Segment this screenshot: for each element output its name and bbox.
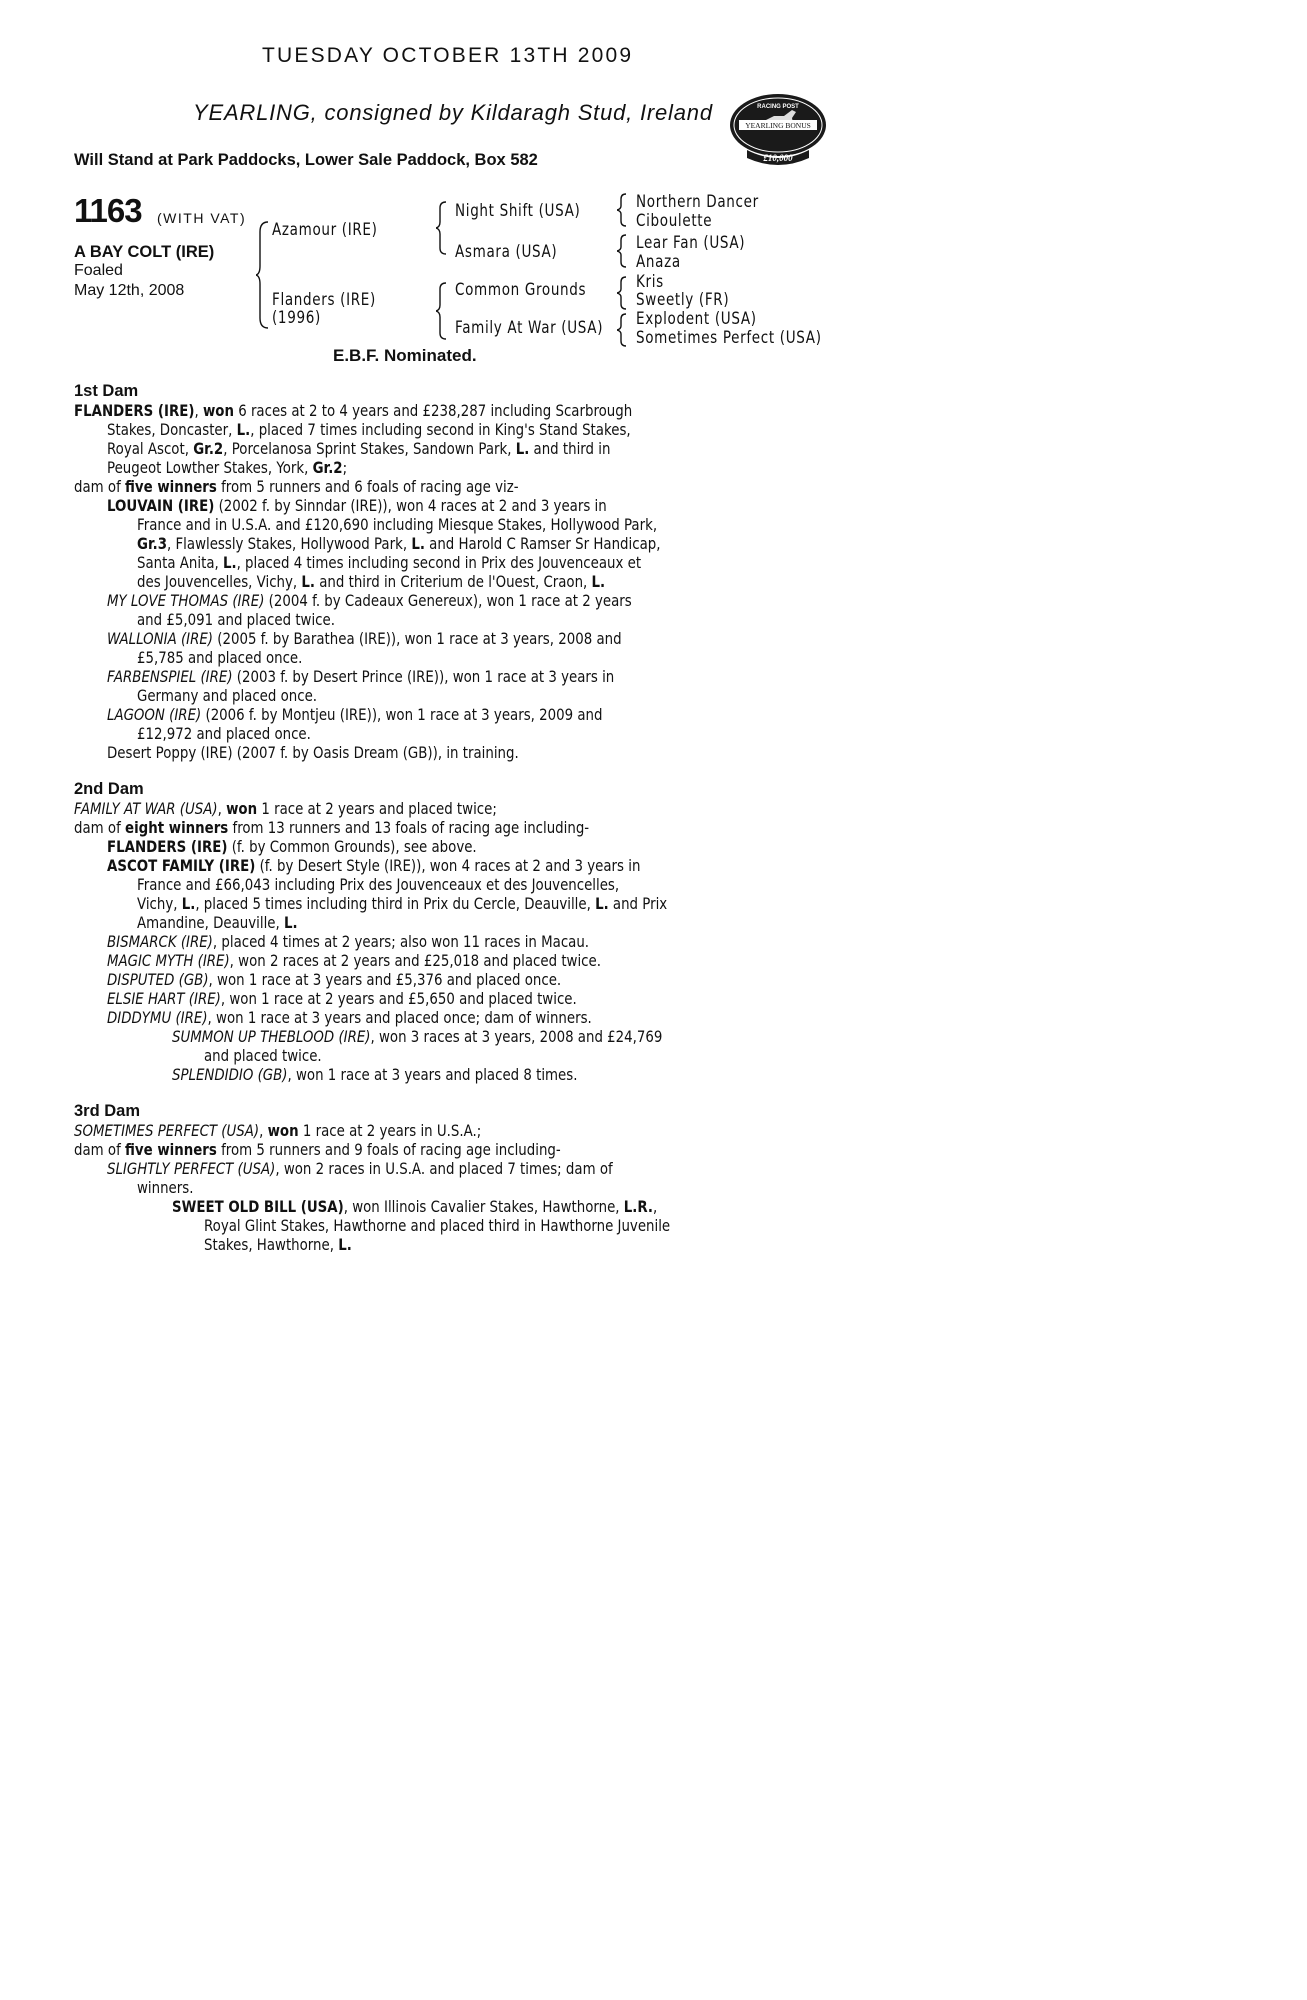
pedigree-dam-dam: Family At War (USA) bbox=[455, 318, 604, 337]
foaled-label: Foaled bbox=[74, 262, 123, 279]
pedigree-ss-sire: Northern Dancer bbox=[636, 192, 759, 211]
pedigree-brace-ss bbox=[617, 193, 627, 227]
stand-location: Will Stand at Park Paddocks, Lower Sale Paddock, Box 582 bbox=[74, 151, 538, 169]
pedigree-sire: Azamour (IRE) bbox=[272, 220, 378, 239]
pedigree-sire-dam: Asmara (USA) bbox=[455, 242, 558, 261]
pedigree-sd-sire: Lear Fan (USA) bbox=[636, 233, 746, 252]
pedigree-ds-sire: Kris bbox=[636, 272, 664, 291]
pedigree-sd-dam: Anaza bbox=[636, 252, 681, 271]
vat-note: (WITH VAT) bbox=[157, 210, 247, 226]
pedigree-dam-year: (1996) bbox=[272, 308, 321, 327]
pedigree-dam: Flanders (IRE) bbox=[272, 290, 376, 309]
pedigree-brace-sd bbox=[617, 234, 627, 268]
lot-number: 1163 bbox=[74, 192, 142, 229]
badge-amount: £10,000 bbox=[763, 153, 793, 163]
produce-record: 1st Dam FLANDERS (IRE), won 6 races at 2 to 4 years and £238,287 including Scarbrough Stakes, Doncaster, L., placed 7 times including second in King's Stand Stakes, Royal Ascot, Gr.2, Porcelanosa Sprint Stakes, Sandown Park, L. and third in Peugeot Lowther Stakes, York, Gr.2; dam of five winners from 5 runners and 6 foals of racing age viz- LOUVAIN (IRE) (2002 f. by Sinndar (IRE)), won 4 races at 2 and 3 years in France and in U.S.A. and £120,690 including Miesque Stakes, Hollywood Park, Gr.3, Flawlessly Stakes, Hollywood Park, L. and Harold C Ramser Sr Handicap, Santa Anita, L., placed 4 times including second in Prix des Jouvenceaux et des Jouvencelles, Vichy, L. and third in Criterium de l'Ouest, Craon, L. MY LOVE THOMAS (IRE) (2004 f. by Cadeaux Genereux), won 1 race at 2 years and £5,091 and placed twice. WALLONIA (IRE) (2005 f. by Barathea (IRE)), won 1 race at 3 years, 2008 and £5,785 and placed once. FARBENSPIEL (IRE) (2003 f. by Desert Prince (IRE)), won 1 race at 3 years in Germany and placed once. LAGOON (IRE) (2006 f. by Montjeu (IRE)), won 1 race at 3 years, 2009 and £12,972 and placed once. Desert Poppy (IRE) (2007 f. by Oasis Dream (GB)), in training. 2nd Dam FAMILY AT WAR (USA), won 1 race at 2 years and placed twice; dam of eight winners from 13 runners and 13 foals of racing age including- FLANDERS (IRE) (f. by Common Grounds), see above. ASCOT FAMILY (IRE) (f. by Desert Style (IRE)), won 4 races at 2 and 3 years in France and £66,043 including Prix des Jouvenceaux et des Jouvencelles, Vichy, L., placed 5 times including third in Prix du Cercle, Deauville, L. and Prix Amandine, Deauville, L. BISMARCK (IRE), placed 4 times at 2 years; also won 11 races in Macau. MAGIC MYTH (IRE), won 2 races at 2 years and £25,018 and placed twice. DISPUTED (GB), won 1 race at 3 years and £5,376 and placed once. ELSIE HART (IRE), won 1 race at 2 years and £5,650 and placed twice. DIDDYMU (IRE), won 1 race at 3 years and placed once; dam of winners. SUMMON UP THEBLOOD (IRE), won 3 races at 3 years, 2008 and £24,769 and placed twice. SPLENDIDIO (GB), won 1 race at 3 years and placed 8 times. 3rd Dam SOMETIMES PERFECT (USA), won 1 race at 2 years in U.S.A.; dam of five winners from 5 runners and 9 foals of racing age including- SLIGHTLY PERFECT (USA), won 2 races in U.S.A. and placed 7 times; dam of winners. SWEET OLD BILL (USA), won Illinois Cavalier Stakes, Hawthorne, L.R., Royal Glint Stakes, Hawthorne and placed third in Hawthorne Juvenile Stakes, Hawthorne, L. bbox=[74, 382, 834, 1254]
yearling-bonus-badge bbox=[727, 92, 829, 168]
sale-date: TUESDAY OCTOBER 13TH 2009 bbox=[262, 44, 634, 67]
pedigree-brace-dd bbox=[617, 313, 627, 347]
pedigree-ss-dam: Ciboulette bbox=[636, 211, 713, 230]
consignor-line: YEARLING, consigned by Kildaragh Stud, Ireland bbox=[193, 100, 713, 125]
pedigree-brace-sire bbox=[436, 200, 448, 256]
pedigree-ds-dam: Sweetly (FR) bbox=[636, 290, 730, 309]
horse-description: A BAY COLT (IRE) bbox=[74, 243, 215, 261]
pedigree-brace-main bbox=[256, 220, 270, 330]
pedigree-brace-dam bbox=[436, 281, 448, 341]
ebf-nominated: E.B.F. Nominated. bbox=[333, 346, 477, 365]
pedigree-dd-sire: Explodent (USA) bbox=[636, 309, 757, 328]
section-heading-1st-dam: 1st Dam bbox=[74, 382, 139, 400]
pedigree-dd-dam: Sometimes Perfect (USA) bbox=[636, 328, 822, 347]
foaled-date: May 12th, 2008 bbox=[74, 282, 185, 299]
pedigree-brace-ds bbox=[617, 276, 627, 310]
pedigree-dam-sire: Common Grounds bbox=[455, 280, 587, 299]
badge-top-text: RACING POST bbox=[757, 104, 799, 110]
section-heading-3rd-dam: 3rd Dam bbox=[74, 1102, 141, 1120]
badge-middle-text: YEARLING BONUS bbox=[745, 121, 811, 130]
pedigree-sire-sire: Night Shift (USA) bbox=[455, 201, 581, 220]
section-heading-2nd-dam: 2nd Dam bbox=[74, 780, 144, 798]
